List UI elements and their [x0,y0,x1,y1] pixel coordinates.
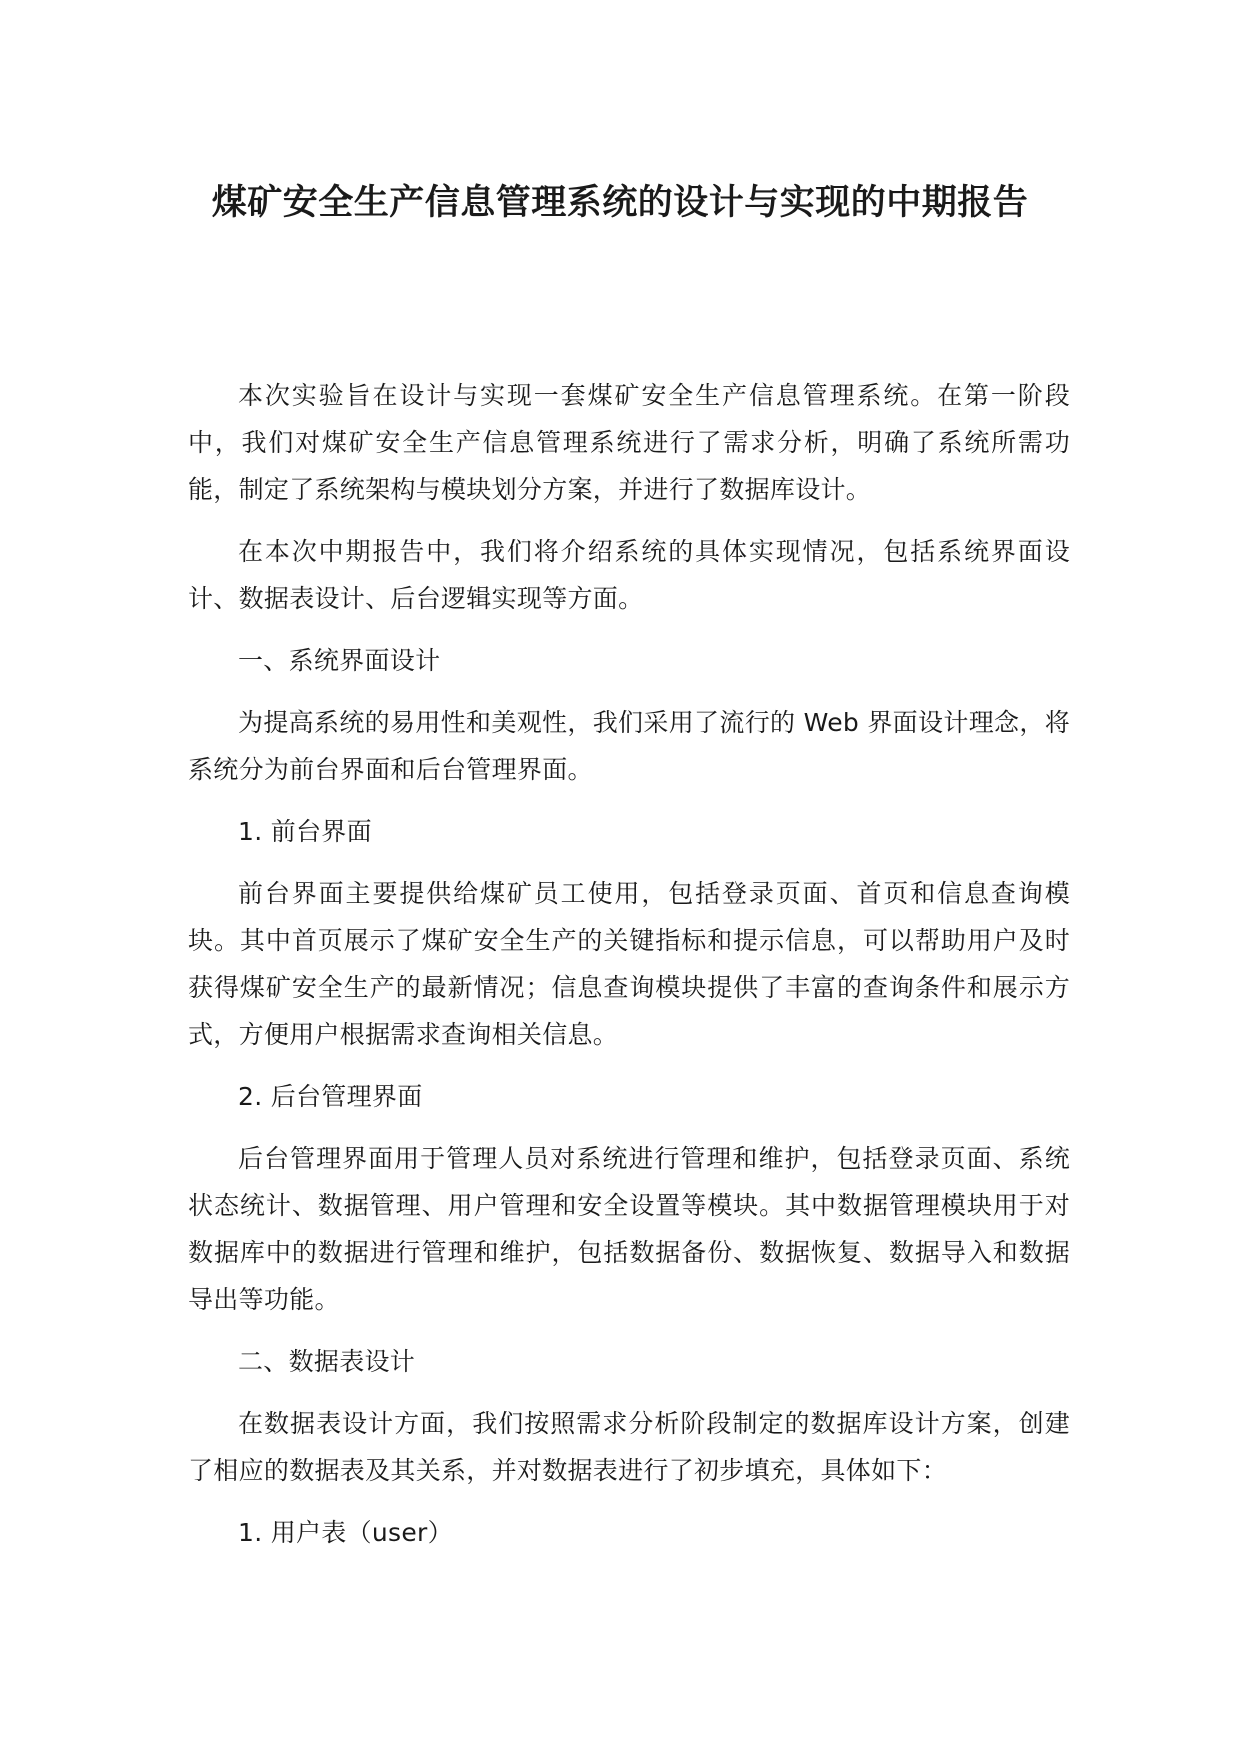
subsection-heading-backend: 2. 后台管理界面 [238,1082,423,1111]
subsection-heading-frontend: 1. 前台界面 [238,817,372,846]
document-body [188,372,1070,1571]
section-heading-ui-design: 一、系统界面设计 [238,646,441,675]
section-heading-table-design: 二、数据表设计 [238,1347,416,1376]
subsection-heading-user-table: 1. 用户表（user） [238,1518,453,1547]
document-title: 煤矿安全生产信息管理系统的设计与实现的中期报告 [211,183,1029,223]
paragraph-table-design: 在数据表设计方面，我们按照需求分析阶段制定的数据库设计方案，创建了相应的数据表及其关系，并对数据表进行了初步填充，具体如下： [188,1409,1070,1485]
paragraph-intro: 本次实验旨在设计与实现一套煤矿安全生产信息管理系统。在第一阶段中，我们对煤矿安全生产信息管理系统进行了需求分析，明确了系统所需功能，制定了系统架构与模块划分方案，并进行了数据库设计。 [188,381,1070,504]
paragraph-backend: 后台管理界面用于管理人员对系统进行管理和维护，包括登录页面、系统状态统计、数据管理、用户管理和安全设置等模块。其中数据管理模块用于对数据库中的数据进行管理和维护，包括数据备份、数据恢复、数据导入和数据导出等功能。 [188,1144,1070,1314]
paragraph-overview: 在本次中期报告中，我们将介绍系统的具体实现情况，包括系统界面设计、数据表设计、后台逻辑实现等方面。 [188,537,1070,613]
paragraph-frontend: 前台界面主要提供给煤矿员工使用，包括登录页面、首页和信息查询模块。其中首页展示了煤矿安全生产的关键指标和提示信息，可以帮助用户及时获得煤矿安全生产的最新情况；信息查询模块提供了丰富的查询条件和展示方式，方便用户根据需求查询相关信息。 [188,879,1070,1049]
paragraph-ui-design: 为提高系统的易用性和美观性，我们采用了流行的 Web 界面设计理念，将系统分为前台界面和后台管理界面。 [188,708,1070,784]
